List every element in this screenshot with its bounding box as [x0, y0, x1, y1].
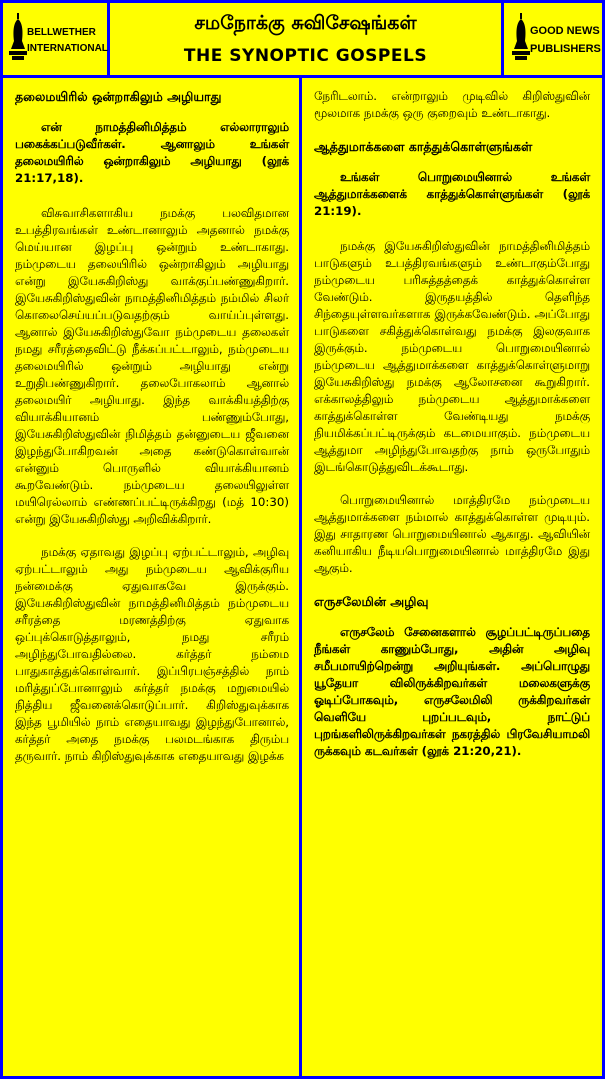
bible-verse: எருசலேம் சேனைகளால் சூழப்பட்டிருப்பதை நீங்கள் காணும்போது, அதின் அழிவு சமீபமாயிற்றென்று அறியுங்கள். அப்பொழுது யூதேயா விலிருக்கிறவர்கள் மலைகளுக்கு ஓடிப்போகவும், எருசலேமிலி ருக்கிறவர்கள் வெளியே புறப்படவும், நாட்டுப் புறங்களிலிருக்கிறவர்கள் நகரத்தில் பிரவேசியாமலி ருக்கவும் கடவர்கள் (லூக் 21:20,21).: [314, 625, 590, 758]
paragraph: விசுவாசிகளாகிய நமக்கு பலவிதமான உபத்திரவங்கள் உண்டானாலும் அதனால் நமக்கு மெய்யான இழப்பு ஒன்றும் உண்டாகாது. நம்முடைய தலையிரில் ஒன்றாகிலும் அழியாது என்று இயேசுகிறிஸ்து வாக்குப்பண்ணுகிறார். இயேசுகிறிஸ்துவின் நாமத்தினிமித்தம் நம்மில் சிலர் கொலைசெய்யப்படுவதற்கும் வாய்ப்புள்ளது. ஆனால் இயேசுகிறிஸ்துவோ நம்முடைய தலைகள் நமது சரீரத்தைவிட்டு நீக்கப்பட்டாலும், நம்முடைய தலைமயிரில் ஒன்றும் அழியாது என்று உறுதிபண்ணுகிறார். தலைபோகலாம் ஆனால் தலைமயிர் அழியாது. இந்த வாக்கியத்திற்கு வியாக்கியானம் பண்ணும்போது, இயேசுகிறிஸ்துவின் நிமித்தம் தன்னுடைய ஜீவனை இழந்துபோகிறவன் அதை கண்டுகொள்வான் என்னும் பொருளில் வியாக்கியானம் கூறவேண்டும். நம்முடைய தலையிலுள்ள மயிரெல்லாம் எண்ணப்பட்டிருக்கிறது (மத் 10:30) என்று இயேசுகிறிஸ்து அறிவிக்கிறார்.: [15, 206, 289, 526]
right-column: [302, 78, 602, 1076]
section-heading: எருசலேமின் அழிவு: [314, 594, 429, 609]
header: [3, 3, 602, 75]
paragraph-continued: நேரிடலாம். என்றாலும் முடிவில் கிறிஸ்துவின் மூலமாக நமக்கு ஒரு குறைவும் உண்டாகாது.: [314, 89, 590, 120]
good-news-line1: GOOD NEWS: [530, 25, 600, 37]
page-title-english: THE SYNOPTIC GOSPELS: [183, 46, 428, 66]
paragraph: நமக்கு இயேசுகிறிஸ்துவின் நாமத்தினிமித்தம் பாடுகளும் உபத்திரவங்களும் உண்டாகும்போது நம்முடைய பரிசுத்தத்தைக் காத்துக்கொள்ள வேண்டும். இருதயத்தில் தெளிந்த சிந்தையுள்ளவர்களாக இருக்கவேண்டும். அப்போது பாடுகளை சகித்துக்கொள்வது நமக்கு இலகுவாக இருக்கும். நம்முடைய பொறுமையினால் நம்முடைய ஆத்துமாக்களை காத்துக்கொள்ளுமாறு இயேசுகிறிஸ்து நமக்கு ஆலோசனை கூறுகிறார். எக்காலத்திலும் நம்முடைய ஆத்துமாக்களை காத்துக்கொள்ள வேண்டியது நமக்கு நியமிக்கப்பட்டிருக்கும் கடமையாகும். நம்முடைய ஆத்துமா அழிந்துபோவதற்கு நாம் ஒருபோதும் இடங்கொடுத்துவிடக்கூடாது.: [314, 239, 590, 474]
bellwether-bell-icon: [9, 13, 27, 61]
bellwether-logo: [3, 3, 107, 75]
paragraph: பொறுமையினால் மாத்திரமே நம்முடைய ஆத்துமாக்களை நம்மால் காத்துக்கொள்ள முடியும். இது சாதாரண பொறுமையினால் ஆகாது. ஆவியின் கனியாகிய நீடியபொறுமையினால் மாத்திரமே இது ஆகும்.: [314, 493, 590, 575]
good-news-logo: [504, 3, 602, 75]
bellwether-bell-icon: [512, 13, 530, 61]
section-heading: தலைமயிரில் ஒன்றாகிலும் அழியாது: [15, 89, 222, 104]
bible-verse: என் நாமத்தினிமித்தம் எல்லாராலும் பகைக்கப்படுவீர்கள். ஆனாலும் உங்கள் தலைமயிரில் ஒன்றாகிலும் அழியாது (லூக் 21:17,18).: [15, 120, 289, 185]
title-box: [110, 3, 501, 75]
bible-verse: உங்கள் பொறுமையினால் உங்கள் ஆத்துமாக்களைக் காத்துக்கொள்ளுங்கள் (லூக் 21:19).: [314, 170, 590, 218]
section-heading: ஆத்துமாக்களை காத்துக்கொள்ளுங்கள்: [314, 139, 533, 154]
page-title-tamil: சமநோக்கு சுவிசேஷங்கள்: [194, 12, 417, 34]
paragraph: நமக்கு ஏதாவது இழப்பு ஏற்பட்டாலும், அழிவு ஏற்பட்டாலும் அது நம்முடைய ஆவிக்குரிய நன்மைக்கு ஏதுவாகவே இருக்கும். இயேசுகிறிஸ்துவின் நாமத்தினிமித்தம் நம்முடைய சரீரத்தை மரணத்திற்கு ஏதுவாக ஒப்புக்கொடுத்தாலும், நமது சரீரம் அழிந்துபோவதில்லை. கர்த்தர் நம்மை பாதுகாத்துக்கொள்வார். இப்பிரபஞ்சத்தில் நாம் மரித்துப்போனாலும் கர்த்தர் நமக்கு மறுமையில் நித்திய ஜீவனைக்கொடுப்பார். கிறிஸ்துவுக்காக இந்த பூமியில் நாம் எதையாவது இழந்துபோனால், கர்த்தர் அதை நமக்கு பலமடங்காக திரும்ப தருவார். நாம் கிறிஸ்துவுக்காக எதையாவது இழக்க: [15, 545, 289, 763]
good-news-line2: PUBLISHERS: [530, 43, 601, 55]
bellwether-line1: BELLWETHER: [27, 27, 96, 38]
bellwether-line2: INTERNATIONAL: [27, 43, 108, 54]
left-column: [3, 78, 299, 1076]
